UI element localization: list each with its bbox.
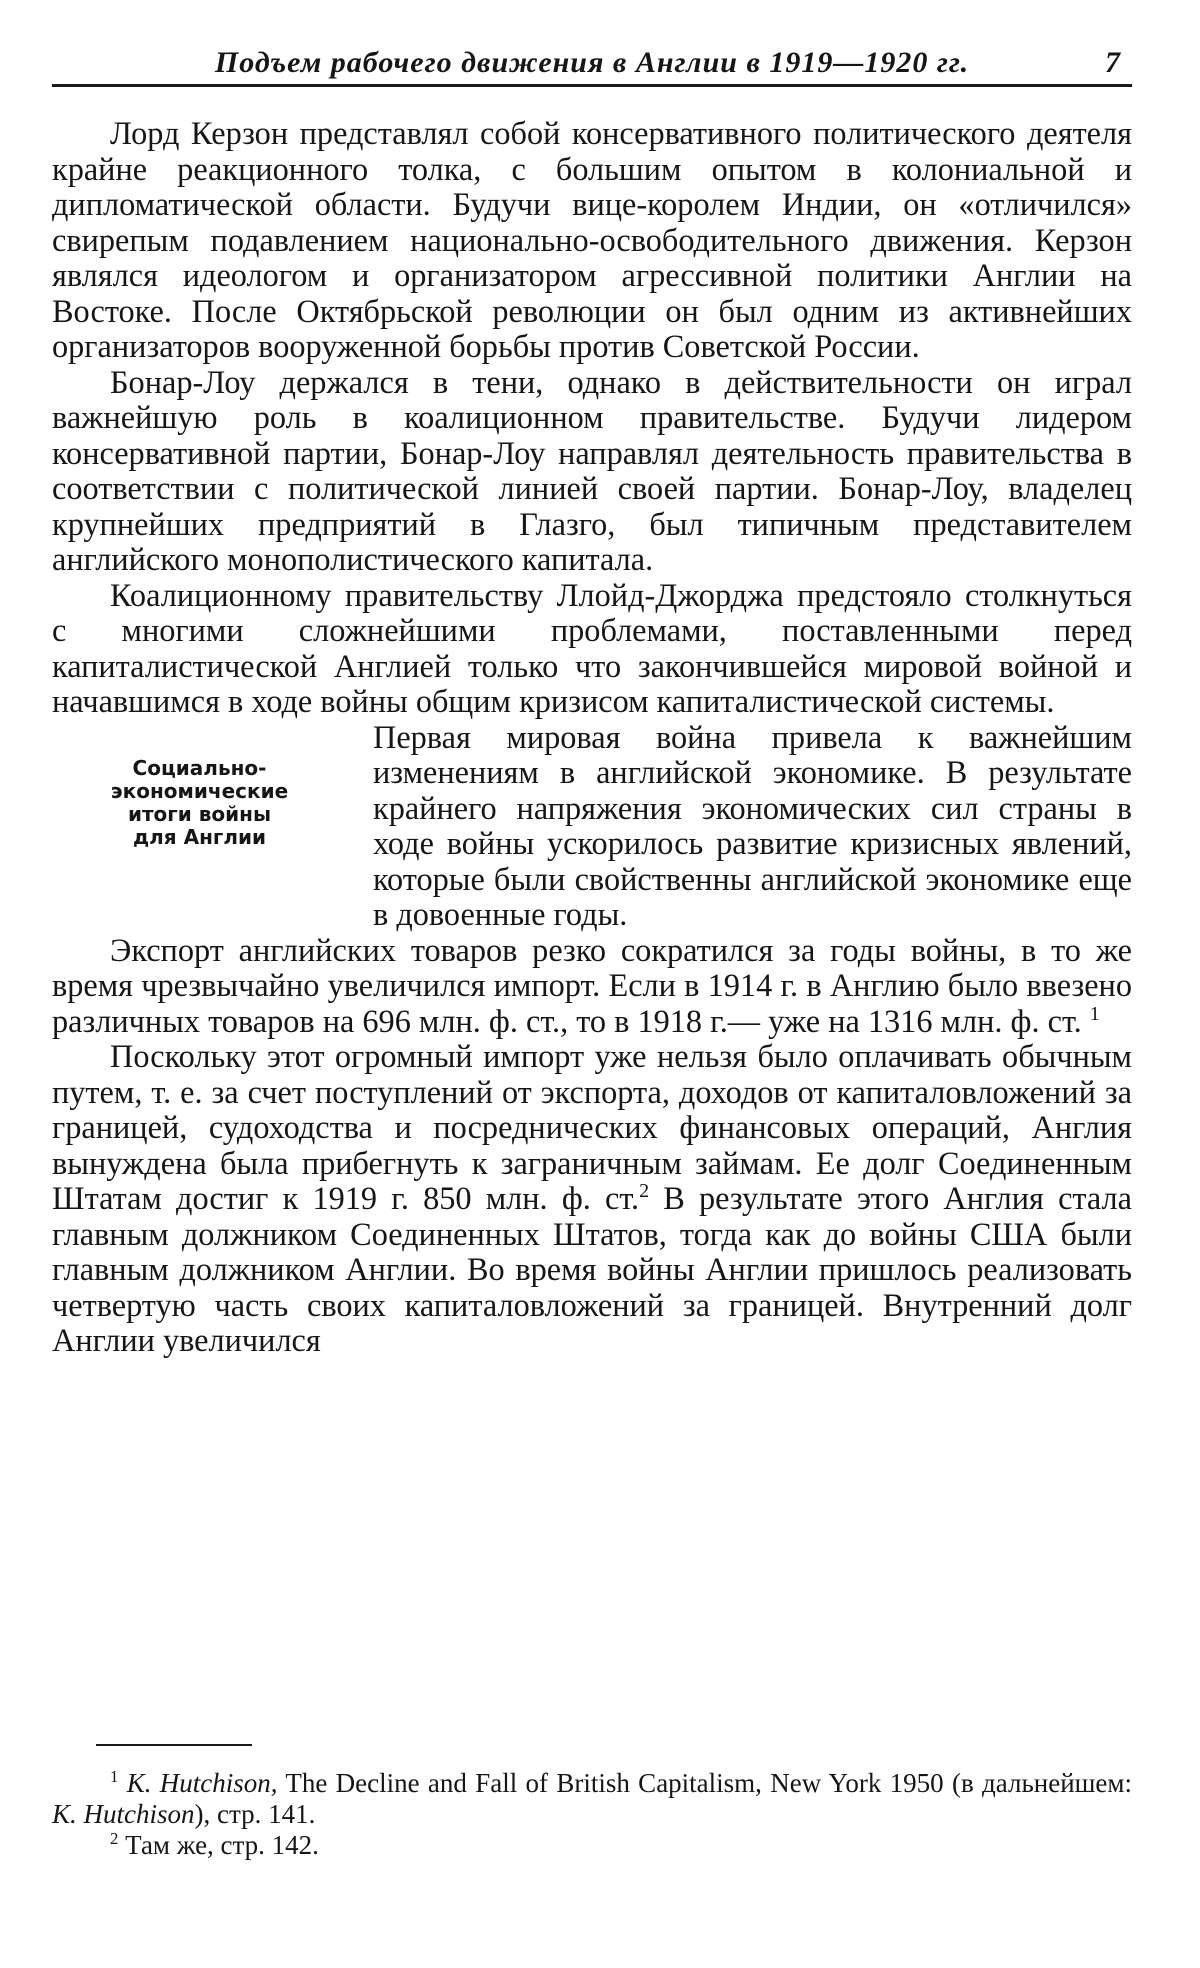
footnote-author: K. Hutchison, xyxy=(126,1768,278,1798)
body-text xyxy=(52,116,1132,1359)
footnote-mark-2: 2 xyxy=(110,1829,119,1848)
footnote-author-short: K. Hutchison xyxy=(52,1799,195,1829)
footnote-ref-1[interactable]: 1 xyxy=(1089,1002,1100,1025)
paragraph-foreign-loans xyxy=(52,1039,1132,1359)
footnote-1-tail: ), стр. 141. xyxy=(194,1799,316,1829)
margin-heading-line: итоги войны xyxy=(127,801,272,826)
foreign-loans-text: Поскольку этот огромный импорт уже нельзя было оплачивать обычным путем, т. е. за счет поступлений от экспорта, доходов от капиталовложений за границей, судоходства и посреднических финансовых операций, Англия вынуждена была прибегнуть к заграничным займам. Ее долг Соединенным Штатам достиг к 1919 г. 850 млн. ф. ст. xyxy=(52,1038,1132,1216)
paragraph-export-import xyxy=(52,933,1132,1040)
margin-heading xyxy=(52,725,347,905)
paragraph-war-economy: Первая мировая война привела к важнейшим изменениям в английской экономике. В результате крайнего напряжения экономических сил страны в ходе войны ускорилось развитие кризисных явлений, которые были свойственны английской экономике еще в довоенные годы. xyxy=(373,718,1132,932)
footnote-2-text: Там же, стр. 142. xyxy=(118,1830,319,1860)
footnote-2 xyxy=(52,1830,1132,1861)
running-title: Подъем рабочего движения в Англии в 1919—1920 гг. xyxy=(214,46,970,79)
paragraph-coalition-problems: Коалиционному правительству Ллойд-Джорджа предстояло столкнуться с многими сложнейшими проблемами, поставленными перед капиталистической Англией только что закончившейся мировой войной и начавшимся в ходе войны общим кризисом капиталистической системы. xyxy=(52,576,1132,719)
running-head xyxy=(52,44,1132,87)
paragraph-bonar-law: Бонар-Лоу держался в тени, однако в действительности он играл важнейшую роль в коалиционном правительстве. Будучи лидером консервативной партии, Бонар-Лоу направлял деятельность правительства в соответствии с политической линией своей партии. Бонар-Лоу, владелец крупнейших предприятий в Глазго, был типичным представителем английского монополистического капитала. xyxy=(52,363,1132,577)
footnote-1 xyxy=(52,1768,1132,1830)
margin-heading-line: Социально- xyxy=(132,755,267,780)
footnote-mark-1: 1 xyxy=(110,1767,119,1786)
margin-heading-line: экономические xyxy=(110,778,289,803)
footnote-ref-2[interactable]: 2 xyxy=(639,1180,650,1203)
foreign-loans-text-cont: В результате этого Англия стала главным должником Соединенных Штатов, тогда как до войны США были главным должником Англии. Во время войны Англии пришлось реализовать четвертую часть своих капиталовложений за границей. Внутренний долг Англии увеличился xyxy=(52,1180,1132,1358)
margin-heading-line: для Англии xyxy=(132,824,267,849)
paragraph-curzon: Лорд Керзон представлял собой консервативного политического деятеля крайне реакционного толка, с большим опытом в колониальной и дипломатической области. Будучи вице-королем Индии, он «отличился» свирепым подавлением национально-освободительного движения. Керзон являлся идеологом и организатором агрессивной политики Англии на Востоке. После Октябрьской революции он был одним из активнейших организаторов вооруженной борьбы против Советской России. xyxy=(52,115,1132,364)
footnote-divider xyxy=(96,1744,252,1746)
export-import-text: Экспорт английских товаров резко сократился за годы войны, в то же время чрезвычайно увеличился импорт. Если в 1914 г. в Англию было ввезено различных товаров на 696 млн. ф. ст., то в 1918 г.— уже на 1316 млн. ф. ст. xyxy=(52,931,1132,1039)
footnote-1-text: The Decline and Fall of British Capitalism, New York 1950 (в дальнейшем: xyxy=(277,1768,1133,1798)
footnotes xyxy=(52,1768,1132,1861)
page-number: 7 xyxy=(1105,46,1120,79)
